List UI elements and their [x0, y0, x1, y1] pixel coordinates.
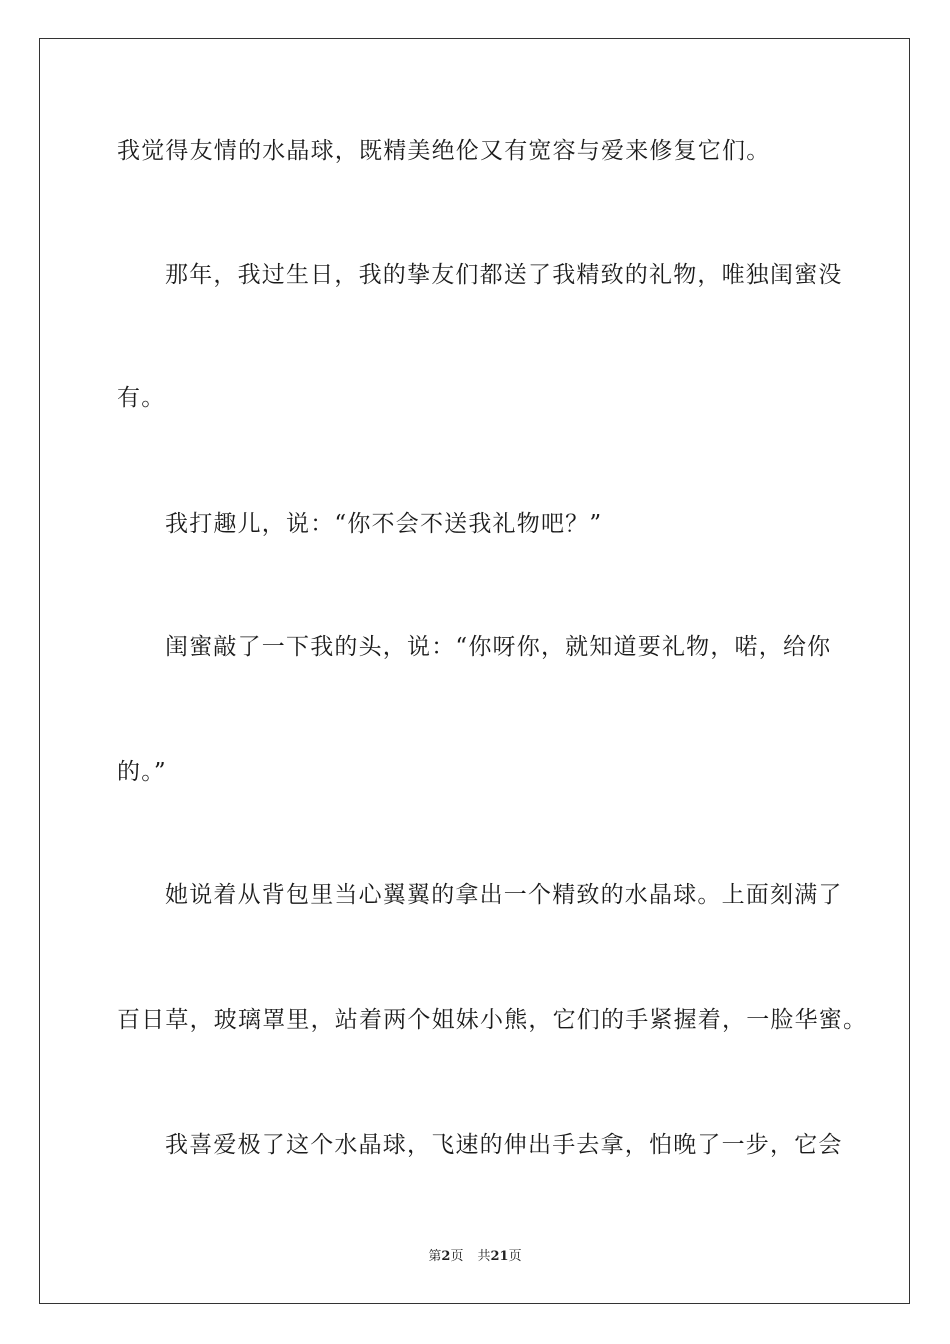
paragraph-line-7: 她说着从背包里当心翼翼的拿出一个精致的水晶球。上面刻满了: [165, 882, 843, 908]
paragraph-line-4: 我打趣儿，说：“你不会不送我礼物吧？”: [165, 511, 603, 537]
paragraph-line-8: 百日草，玻璃罩里，站着两个姐妹小熊，它们的手紧握着，一脸华蜜。: [117, 1007, 868, 1033]
total-suffix: 页: [508, 1249, 522, 1264]
current-page-number: 2: [441, 1249, 451, 1264]
page-prefix: 第: [428, 1249, 442, 1264]
page-suffix: 页: [450, 1249, 464, 1264]
total-page-count: 21: [490, 1249, 509, 1264]
total-prefix: 共: [477, 1249, 491, 1264]
paragraph-line-1: 我觉得友情的水晶球，既精美绝伦又有宽容与爱来修复它们。: [117, 138, 771, 164]
paragraph-line-6: 的。”: [117, 759, 167, 785]
paragraph-line-9: 我喜爱极了这个水晶球，飞速的伸出手去拿，怕晚了一步，它会: [165, 1132, 843, 1158]
page-footer: [0, 1248, 950, 1266]
page-border: [39, 38, 910, 1304]
paragraph-line-5: 闺蜜敲了一下我的头，说：“你呀你，就知道要礼物，喏，给你: [165, 634, 832, 660]
paragraph-line-2: 那年，我过生日，我的挚友们都送了我精致的礼物，唯独闺蜜没: [165, 262, 843, 288]
paragraph-line-3: 有。: [117, 385, 166, 411]
